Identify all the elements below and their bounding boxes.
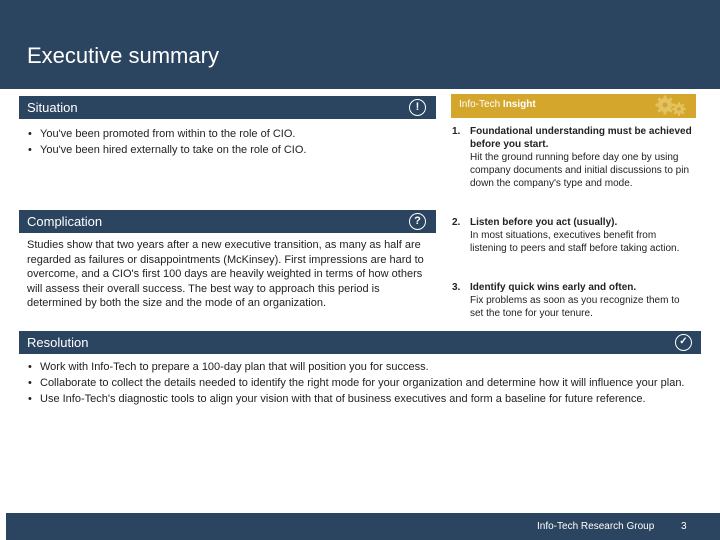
insight-heading: Listen before you act (usually). — [470, 217, 618, 228]
insight-body: Fix problems as soon as you recognize them to set the tone for your tenure. — [470, 295, 680, 319]
complication-text: Studies show that two years after a new executive transition, as many as half are regarded as failures or disappointments (McKinsey). First impressions are hard to overcome, and a CIO's first 100 days are heavily weighted in terms of how others will assess their overall success. The best way to approach this period is determined by both the size and the mode of an organization. — [27, 239, 424, 310]
resolution-header — [19, 331, 701, 354]
complication-label: Complication — [27, 214, 103, 229]
insight-label: Info-Tech Insight — [459, 99, 536, 110]
footer-org: Info-Tech Research Group — [537, 521, 655, 532]
footer — [0, 513, 720, 540]
info-icon: ! — [409, 99, 426, 116]
title-bar — [0, 0, 720, 89]
insight-item — [452, 125, 692, 190]
situation-header — [19, 96, 436, 119]
question-icon: ? — [409, 213, 426, 230]
gears-icon — [654, 95, 688, 117]
situation-label: Situation — [27, 100, 78, 115]
resolution-label: Resolution — [27, 335, 89, 350]
footer-accent — [0, 513, 6, 540]
complication-header — [19, 210, 436, 233]
insight-body: Hit the ground running before day one by using company documents and initial discussions to pin down the company's type and mode. — [470, 152, 690, 189]
insight-number: 2. — [452, 217, 461, 228]
resolution-bullet: • Use Info-Tech's diagnostic tools to align your vision with that of business executives and form a baseline for future reference. — [26, 391, 696, 407]
insight-number: 1. — [452, 126, 461, 137]
page-title: Executive summary — [27, 43, 219, 68]
situation-list — [26, 126, 426, 158]
insight-body: In most situations, executives benefit from listening to peers and staff before taking action. — [470, 230, 680, 254]
insight-item — [452, 216, 692, 255]
insight-header — [451, 94, 696, 118]
insight-heading: Identify quick wins early and often. — [470, 282, 637, 293]
insight-heading: Foundational understanding must be achieved before you start. — [470, 126, 692, 150]
insight-item — [452, 281, 692, 320]
resolution-bullet: • Work with Info-Tech to prepare a 100-day plan that will position you for success. — [26, 359, 696, 375]
resolution-list — [26, 359, 696, 407]
situation-bullet: • You've been promoted from within to the role of CIO. — [26, 126, 426, 142]
insight-number: 3. — [452, 282, 461, 293]
resolution-bullet: • Collaborate to collect the details needed to identify the right mode for your organization and determine how it will influence your plan. — [26, 375, 696, 391]
situation-bullet: • You've been hired externally to take on the role of CIO. — [26, 142, 426, 158]
check-icon: ✓ — [675, 334, 692, 351]
page-number: 3 — [681, 521, 687, 532]
